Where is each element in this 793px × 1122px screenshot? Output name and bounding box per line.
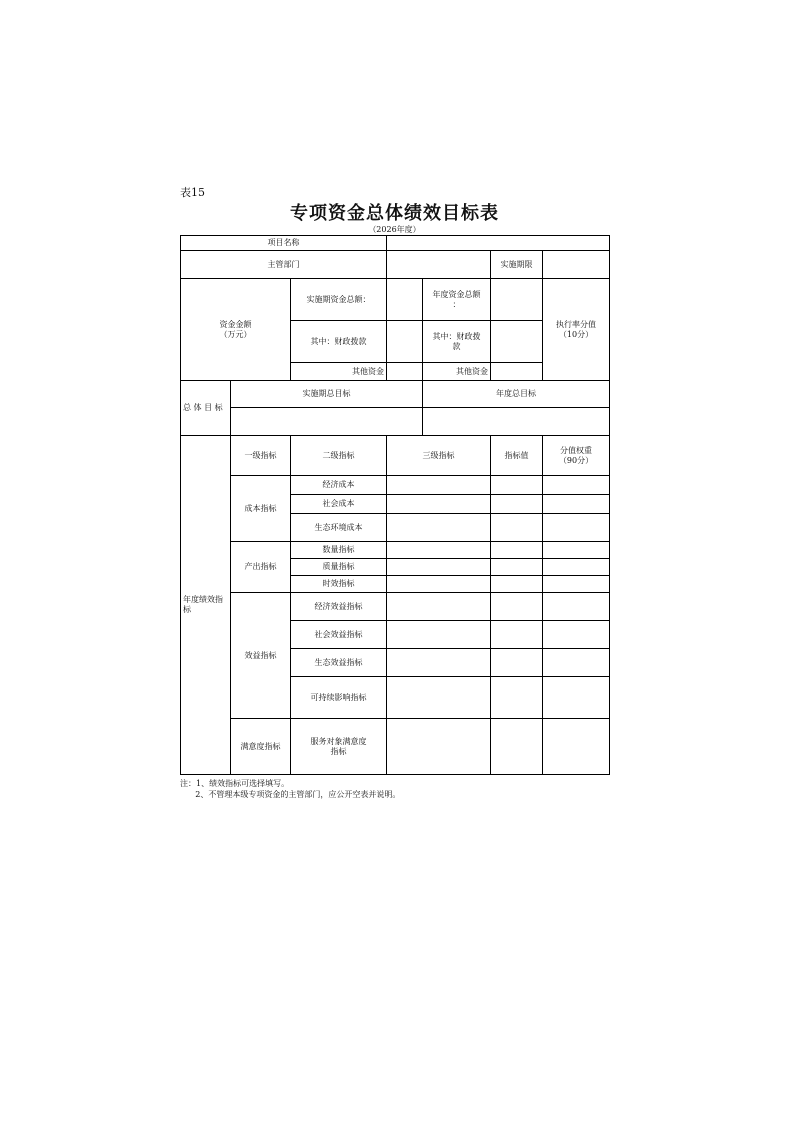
- cell: [491, 476, 543, 495]
- cell: [543, 559, 610, 576]
- period-value: [543, 251, 610, 279]
- period-goal-value: [231, 408, 423, 436]
- overall-goal-label: 总 体 目 标: [181, 381, 231, 436]
- eco-benefit-label: 生态效益指标: [291, 649, 387, 677]
- cell: [543, 576, 610, 593]
- cell: [543, 677, 610, 719]
- cell: [387, 593, 491, 621]
- project-name-value: [387, 236, 610, 251]
- cell: [491, 559, 543, 576]
- footnotes: [180, 778, 400, 800]
- output-indicator-label: 产出指标: [231, 542, 291, 593]
- economic-cost-label: 经济成本: [291, 476, 387, 495]
- period-label: 实施期限: [491, 251, 543, 279]
- sustainable-label: 可持续影响指标: [291, 677, 387, 719]
- cell: [387, 576, 491, 593]
- quality-label: 质量指标: [291, 559, 387, 576]
- cell: [491, 593, 543, 621]
- cell: [387, 476, 491, 495]
- cell: [387, 559, 491, 576]
- cell: [491, 576, 543, 593]
- table-number: 表15: [180, 186, 205, 199]
- annual-funds-value: [491, 279, 543, 321]
- cell: [387, 649, 491, 677]
- level2-header: 二级指标: [291, 436, 387, 476]
- note-2: 2、不管理本级专项资金的主管部门，应公开空表并说明。: [180, 790, 401, 799]
- cell: [491, 649, 543, 677]
- cost-indicator-label: 成本指标: [231, 476, 291, 542]
- cell: [387, 719, 491, 775]
- other-funds-label: 其他资金: [291, 363, 387, 381]
- other-funds-value: [387, 363, 423, 381]
- cell: [543, 649, 610, 677]
- cell: [543, 593, 610, 621]
- total-period-funds-label: 实施期资金总额：: [291, 279, 387, 321]
- cell: [491, 719, 543, 775]
- exec-score-label: 执行率分值 （10分）: [543, 279, 610, 381]
- weight-header: 分值权重 （90分）: [543, 436, 610, 476]
- project-name-label: 项目名称: [181, 236, 387, 251]
- year-subtitle: （2026年度）: [368, 225, 421, 234]
- department-value: [387, 251, 491, 279]
- indicator-value-header: 指标值: [491, 436, 543, 476]
- cell: [387, 495, 491, 514]
- cell: [387, 677, 491, 719]
- annual-goal-value: [423, 408, 610, 436]
- other-funds-annual-value: [491, 363, 543, 381]
- other-funds-annual-label: 其他资金: [423, 363, 491, 381]
- note-1: 注：1、绩效指标可选择填写。: [180, 779, 290, 788]
- cell: [387, 542, 491, 559]
- period-goal-label: 实施期总目标: [231, 381, 423, 408]
- annual-goal-label: 年度总目标: [423, 381, 610, 408]
- cell: [491, 514, 543, 542]
- cell: [543, 719, 610, 775]
- page-title: 专项资金总体绩效目标表: [290, 203, 499, 224]
- fiscal-annual-label: 其中：财政拨 款: [423, 321, 491, 363]
- cell: [387, 514, 491, 542]
- cell: [543, 621, 610, 649]
- department-label: 主管部门: [181, 251, 387, 279]
- quantity-label: 数量指标: [291, 542, 387, 559]
- social-cost-label: 社会成本: [291, 495, 387, 514]
- level1-header: 一级指标: [231, 436, 291, 476]
- fiscal-annual-value: [491, 321, 543, 363]
- economic-benefit-label: 经济效益指标: [291, 593, 387, 621]
- cell: [387, 621, 491, 649]
- fiscal-label: 其中：财政拨款: [291, 321, 387, 363]
- cell: [491, 542, 543, 559]
- total-period-funds-value: [387, 279, 423, 321]
- satisfaction-indicator-label: 满意度指标: [231, 719, 291, 775]
- funds-label: 资金金额 （万元）: [181, 279, 291, 381]
- eco-cost-label: 生态环境成本: [291, 514, 387, 542]
- benefit-indicator-label: 效益指标: [231, 593, 291, 719]
- cell: [543, 476, 610, 495]
- timeliness-label: 时效指标: [291, 576, 387, 593]
- cell: [491, 621, 543, 649]
- cell: [491, 495, 543, 514]
- annual-indicators-label: 年度绩效指 标: [181, 436, 231, 775]
- annual-funds-label: 年度资金总额 ：: [423, 279, 491, 321]
- cell: [543, 495, 610, 514]
- cell: [543, 542, 610, 559]
- level3-header: 三级指标: [387, 436, 491, 476]
- fiscal-value: [387, 321, 423, 363]
- cell: [491, 677, 543, 719]
- performance-goal-table: [180, 235, 610, 775]
- service-satisfaction-label: 服务对象满意度 指标: [291, 719, 387, 775]
- cell: [543, 514, 610, 542]
- social-benefit-label: 社会效益指标: [291, 621, 387, 649]
